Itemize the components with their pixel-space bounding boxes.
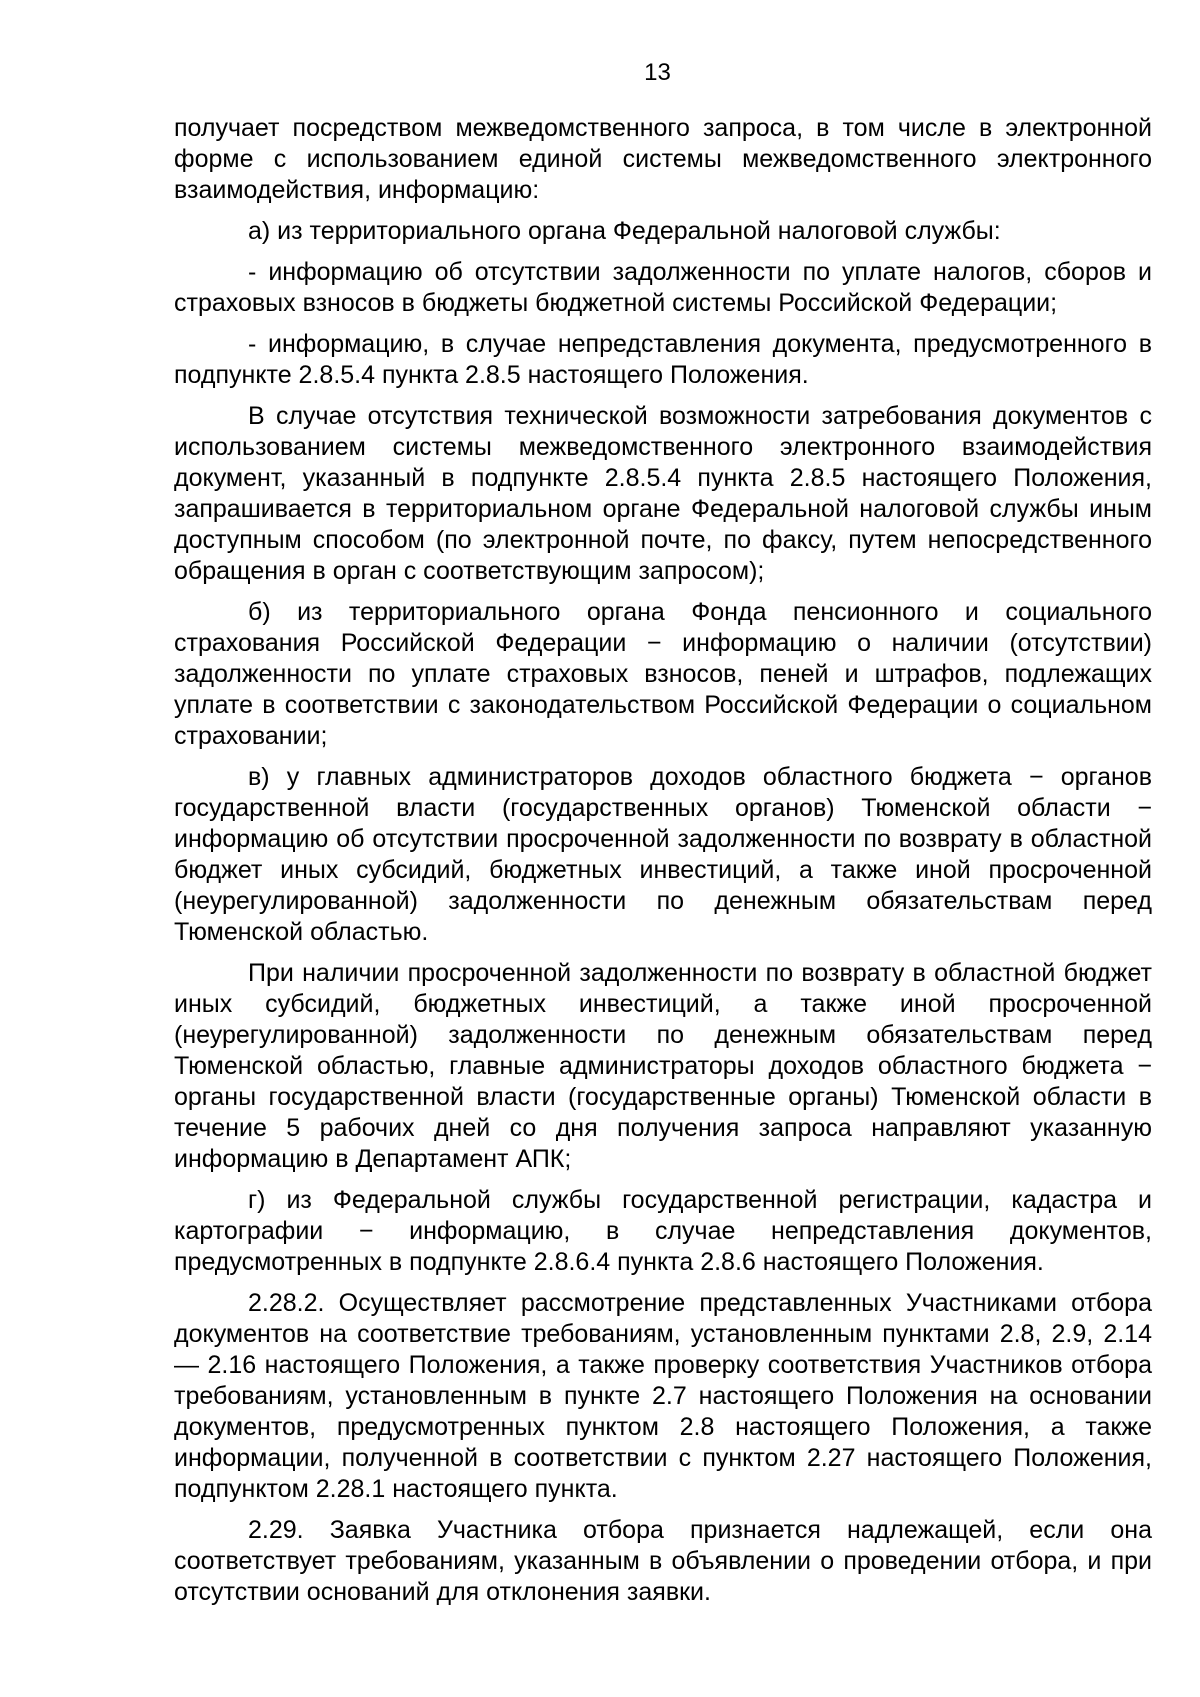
paragraph-item-a: а) из территориального органа Федеральной налоговой службы: [248, 217, 1001, 245]
document-body [174, 113, 1152, 1618]
paragraph-2-28-2: 2.28.2. Осуществляет рассмотрение представленных Участниками отбора документов на соответствие требованиям, установленным пунктами 2.8, 2.9, 2.14 — 2.16 настоящего Положения, а также проверку соответствия Участников отбора требованиям, установленным в пункте 2.7 настоящего Положения на основании документов, предусмотренных пунктом 2.8 настоящего Положения, а также информации, полученной в соответствии с пунктом 2.27 настоящего Положения, подпунктом 2.28.1 настоящего пункта. [174, 1289, 1152, 1503]
paragraph-item-b: б) из территориального органа Фонда пенсионного и социального страхования Российской Федерации − информацию о наличии (отсутствии) задолженности по уплате страховых взносов, пеней и штрафов, подлежащих уплате в соответствии с законодательством Российской Федерации о социальном страховании; [174, 598, 1152, 750]
page-number: 13 [644, 59, 671, 86]
paragraph-document-missing: - информацию, в случае непредставления документа, предусмотренного в подпункте 2.8.5.4 пункта 2.8.5 настоящего Положения. [174, 330, 1152, 389]
paragraph-item-v: в) у главных администраторов доходов областного бюджета − органов государственной власти (государственных органов) Тюменской области − информацию об отсутствии просроченной задолженности по возврату в областной бюджет иных субсидий, бюджетных инвестиций, а также иной просроченной (неурегулированной) задолженности по денежным обязательствам перед Тюменской областью. [174, 763, 1152, 946]
paragraph-intro: получает посредством межведомственного запроса, в том числе в электронной форме с использованием единой системы межведомственного электронного взаимодействия, информацию: [174, 114, 1152, 204]
paragraph-tax-debt: - информацию об отсутствии задолженности по уплате налогов, сборов и страховых взносов в бюджеты бюджетной системы Российской Федерации; [174, 258, 1152, 317]
paragraph-2-29: 2.29. Заявка Участника отбора признается надлежащей, если она соответствует требованиям, указанным в объявлении о проведении отбора, и при отсутствии оснований для отклонения заявки. [174, 1516, 1152, 1606]
paragraph-item-g: г) из Федеральной службы государственной регистрации, кадастра и картографии − информацию, в случае непредставления документов, предусмотренных в подпункте 2.8.6.4 пункта 2.8.6 настоящего Положения. [174, 1186, 1152, 1276]
paragraph-overdue-debt: При наличии просроченной задолженности по возврату в областной бюджет иных субсидий, бюджетных инвестиций, а также иной просроченной (неурегулированной) задолженности по денежным обязательствам перед Тюменской областью, главные администраторы доходов областного бюджета − органы государственной власти (государственные органы) Тюменской области в течение 5 рабочих дней со дня получения запроса направляют указанную информацию в Департамент АПК; [174, 959, 1152, 1173]
paragraph-no-technical-possibility: В случае отсутствия технической возможности затребования документов с использованием системы межведомственного электронного взаимодействия документ, указанный в подпункте 2.8.5.4 пункта 2.8.5 настоящего Положения, запрашивается в территориальном органе Федеральной налоговой службы иным доступным способом (по электронной почте, по факсу, путем непосредственного обращения в орган с соответствующим запросом); [174, 402, 1152, 585]
